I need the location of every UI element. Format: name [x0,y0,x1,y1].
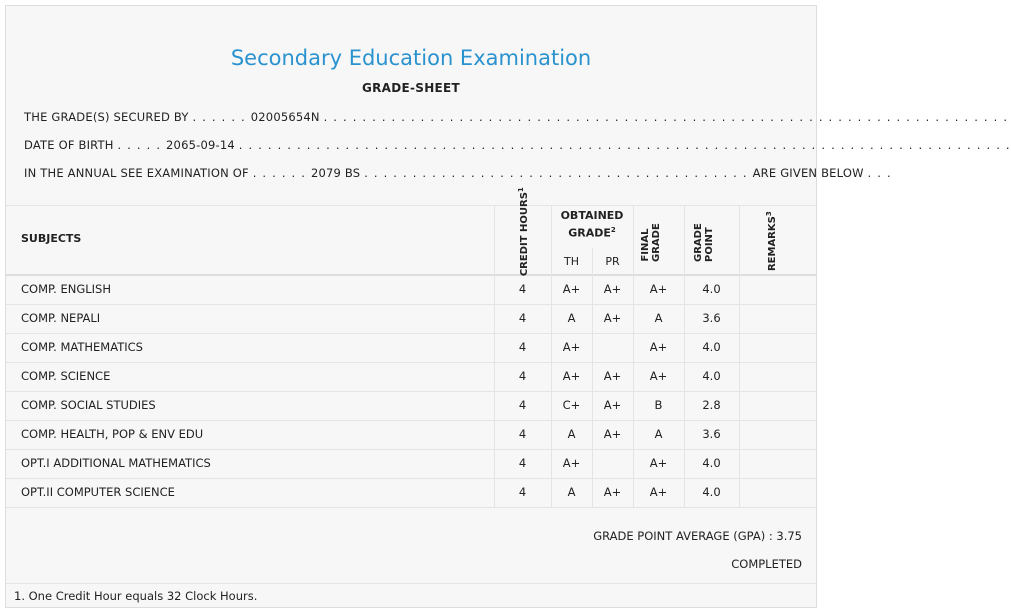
final-grade-cell: A+ [649,485,668,499]
dot-leader: . . . . . . . . . . . . . . . . . . . . . . . . . . . . . . . . . . . . . . . . . . . . . . . . . . . . . . . . . . . . . . . . . . . . . . . [323,110,1009,124]
date-of-birth-line [24,138,1011,152]
practical-grade-cell [592,333,633,362]
practical-grade-cell: A+ [603,369,622,383]
remarks-cell [739,304,816,333]
exam-line [24,166,892,180]
final-grade-cell: B [654,398,663,412]
final-grade-cell: A+ [649,369,668,383]
th-header: TH [564,255,579,268]
grade-point-cell: 4.0 [702,282,721,296]
exam-suffix: ARE GIVEN BELOW [752,166,864,180]
credit-hours-cell: 4 [518,427,527,441]
table-bottom-border [6,507,816,508]
final-grade-cell: A+ [649,456,668,470]
subject-cell: COMP. SCIENCE [21,369,111,383]
credit-hours-header [516,187,531,277]
footnote-marker: 1 [516,187,525,193]
grade-point-cell: 4.0 [702,456,721,470]
subject-cell: OPT.II COMPUTER SCIENCE [21,485,175,499]
grade-point-cell: 4.0 [702,485,721,499]
practical-grade-cell: A+ [603,311,622,325]
dot-leader: . . . [867,166,892,180]
obtained-grade-header [551,208,633,241]
secured-by-line [24,110,1008,124]
credit-hours-cell: 4 [518,282,527,296]
remarks-cell [739,275,816,304]
dob-value: 2065-09-14 [166,138,235,152]
subject-cell: COMP. HEALTH, POP & ENV EDU [21,427,204,441]
grade-point-cell: 3.6 [702,427,721,441]
theory-grade-cell: A [567,485,576,499]
remarks-cell [739,449,816,478]
sheet-subtitle: GRADE-SHEET [361,81,461,95]
theory-grade-cell: A+ [562,369,581,383]
credit-hours-cell: 4 [518,340,527,354]
page-title: Secondary Education Examination [230,46,592,70]
credit-hours-cell: 4 [518,456,527,470]
final-grade-cell: A [654,427,663,441]
secured-by-label: THE GRADE(S) SECURED BY [24,110,189,124]
credit-hours-header-text: CREDIT HOURS [519,192,531,277]
obtained-grade-line1: OBTAINED [560,209,624,222]
practical-grade-cell: A+ [603,427,622,441]
dot-leader: . . . . . . . . . . . . . . . . . . . . . . . . . . . . . . . . . . . . . . . . . . . . . . . . . . . . . . . . . . . . . . . . . . . . . . . . . . . . . . . . [238,138,1011,152]
remarks-header-text: REMARKS [767,216,779,272]
grade-point-cell: 4.0 [702,340,721,354]
obtained-grade-line2: GRADE [568,226,611,240]
obtained-grade-line2-wrap [551,223,633,241]
theory-grade-cell: A [567,427,576,441]
remarks-cell [739,362,816,391]
footnote-divider [6,583,816,584]
subject-cell: COMP. MATHEMATICS [21,340,143,354]
practical-grade-cell: A+ [603,485,622,499]
credit-hours-cell: 4 [518,398,527,412]
footnote-marker: 2 [610,226,616,234]
dot-leader: . . . . . . [192,110,251,124]
exam-label: IN THE ANNUAL SEE EXAMINATION OF [24,166,249,180]
grade-point-header-text: GRADE POINT [693,223,715,262]
dot-leader: . . . . . . [252,166,311,180]
theory-grade-cell: A+ [562,282,581,296]
pr-header: PR [605,255,620,268]
remarks-cell [739,478,816,507]
footnote-marker: 3 [764,211,773,217]
final-grade-cell: A+ [649,282,668,296]
grades-table [6,187,816,512]
final-grade-header [640,214,662,276]
subject-cell: COMP. NEPALI [21,311,101,325]
remarks-cell [739,391,816,420]
theory-grade-cell: C+ [562,398,581,412]
dot-leader: . . . . . [117,138,167,152]
final-grade-cell: A+ [649,340,668,354]
subject-cell: COMP. SOCIAL STUDIES [21,398,156,412]
gpa-summary: GRADE POINT AVERAGE (GPA) : 3.75 [593,529,802,543]
practical-grade-cell: A+ [603,282,622,296]
remarks-header [764,206,778,276]
grade-point-header [693,214,715,276]
subject-cell: COMP. ENGLISH [21,282,111,296]
credit-hours-cell: 4 [518,485,527,499]
subject-cell: OPT.I ADDITIONAL MATHEMATICS [21,456,211,470]
dot-leader: . . . . . . . . . . . . . . . . . . . . . . . . . . . . . . . . . . . . . . . . [364,166,753,180]
footnote: 1. One Credit Hour equals 32 Clock Hours. [14,589,258,603]
remarks-cell [739,420,816,449]
subjects-header: SUBJECTS [21,232,82,245]
exam-value: 2079 BS [310,166,361,180]
remarks-cell [739,333,816,362]
credit-hours-cell: 4 [518,369,527,383]
final-grade-header-text: FINAL GRADE [640,223,662,262]
practical-grade-cell [592,449,633,478]
grade-point-cell: 3.6 [702,311,721,325]
dob-label: DATE OF BIRTH [24,138,114,152]
final-grade-cell: A [654,311,663,325]
theory-grade-cell: A+ [562,456,581,470]
table-border [6,205,816,206]
grade-sheet [5,5,1011,608]
practical-grade-cell: A+ [603,398,622,412]
theory-grade-cell: A+ [562,340,581,354]
grade-point-cell: 4.0 [702,369,721,383]
result-status: COMPLETED [731,557,802,571]
theory-grade-cell: A [567,311,576,325]
grade-point-cell: 2.8 [702,398,721,412]
credit-hours-cell: 4 [518,311,527,325]
symbol-number: 02005654N [250,110,320,124]
